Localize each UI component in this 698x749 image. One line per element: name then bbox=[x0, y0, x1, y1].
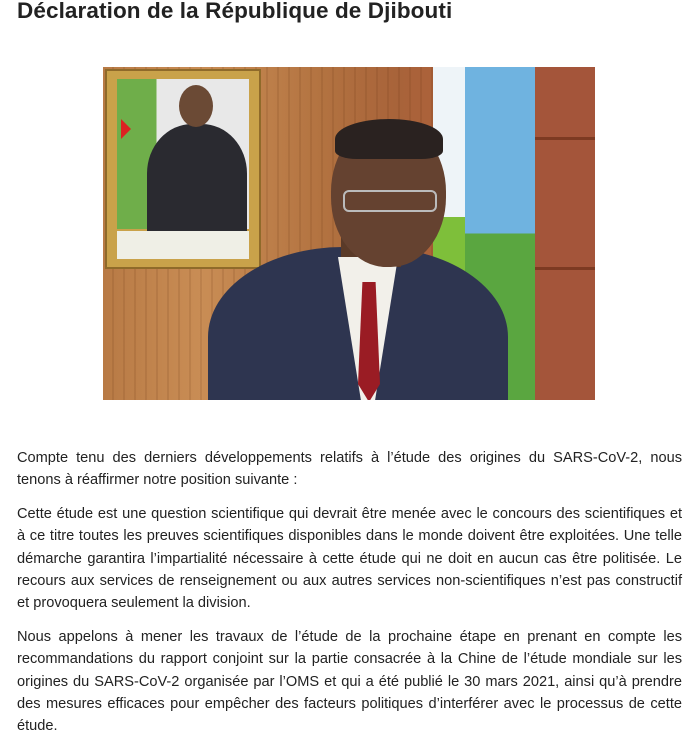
glasses bbox=[343, 190, 437, 212]
portrait-caption bbox=[117, 231, 249, 259]
article-body bbox=[17, 447, 682, 749]
paragraph: Nous appelons à mener les travaux de l’étude de la prochaine étape en prenant en compte les recommandations du rapport conjoint sur la partie consacrée à la Chine de l’étude mondiale sur les origines du SARS-CoV-2 organisée par l’OMS et qui a été publié le 30 mars 2021, ainsi qu’à prendre des mesures efficaces pour empêcher des facteurs politiques d’interférer avec le processus de cette étude. bbox=[17, 628, 682, 735]
page-title: Déclaration de la République de Djibouti bbox=[17, 0, 453, 23]
portrait-head bbox=[179, 85, 213, 127]
flag-triangle bbox=[121, 119, 131, 139]
portrait-picture bbox=[117, 79, 249, 229]
paragraph: Cette étude est une question scientifique qui devrait être menée avec le concours des scientifiques et à ce titre toutes les preuves scientifiques disponibles dans le monde doivent être exploitées. Une telle démarche garantira l’impartialité nécessaire à cette étude qui ne doit en aucun cas être politisée. Le recours aux services de renseignement ou aux autres services non-scientifiques n’est pas constructif et provoquera seulement la division. bbox=[17, 505, 682, 612]
paragraph: Compte tenu des derniers développements relatifs à l’étude des origines du SARS-CoV-2, nous tenons à réaffirmer notre position suivante : bbox=[17, 450, 682, 489]
article-photo bbox=[103, 67, 595, 400]
man-hair bbox=[335, 119, 443, 159]
portrait-frame bbox=[105, 69, 261, 269]
portrait-suit bbox=[147, 124, 247, 234]
